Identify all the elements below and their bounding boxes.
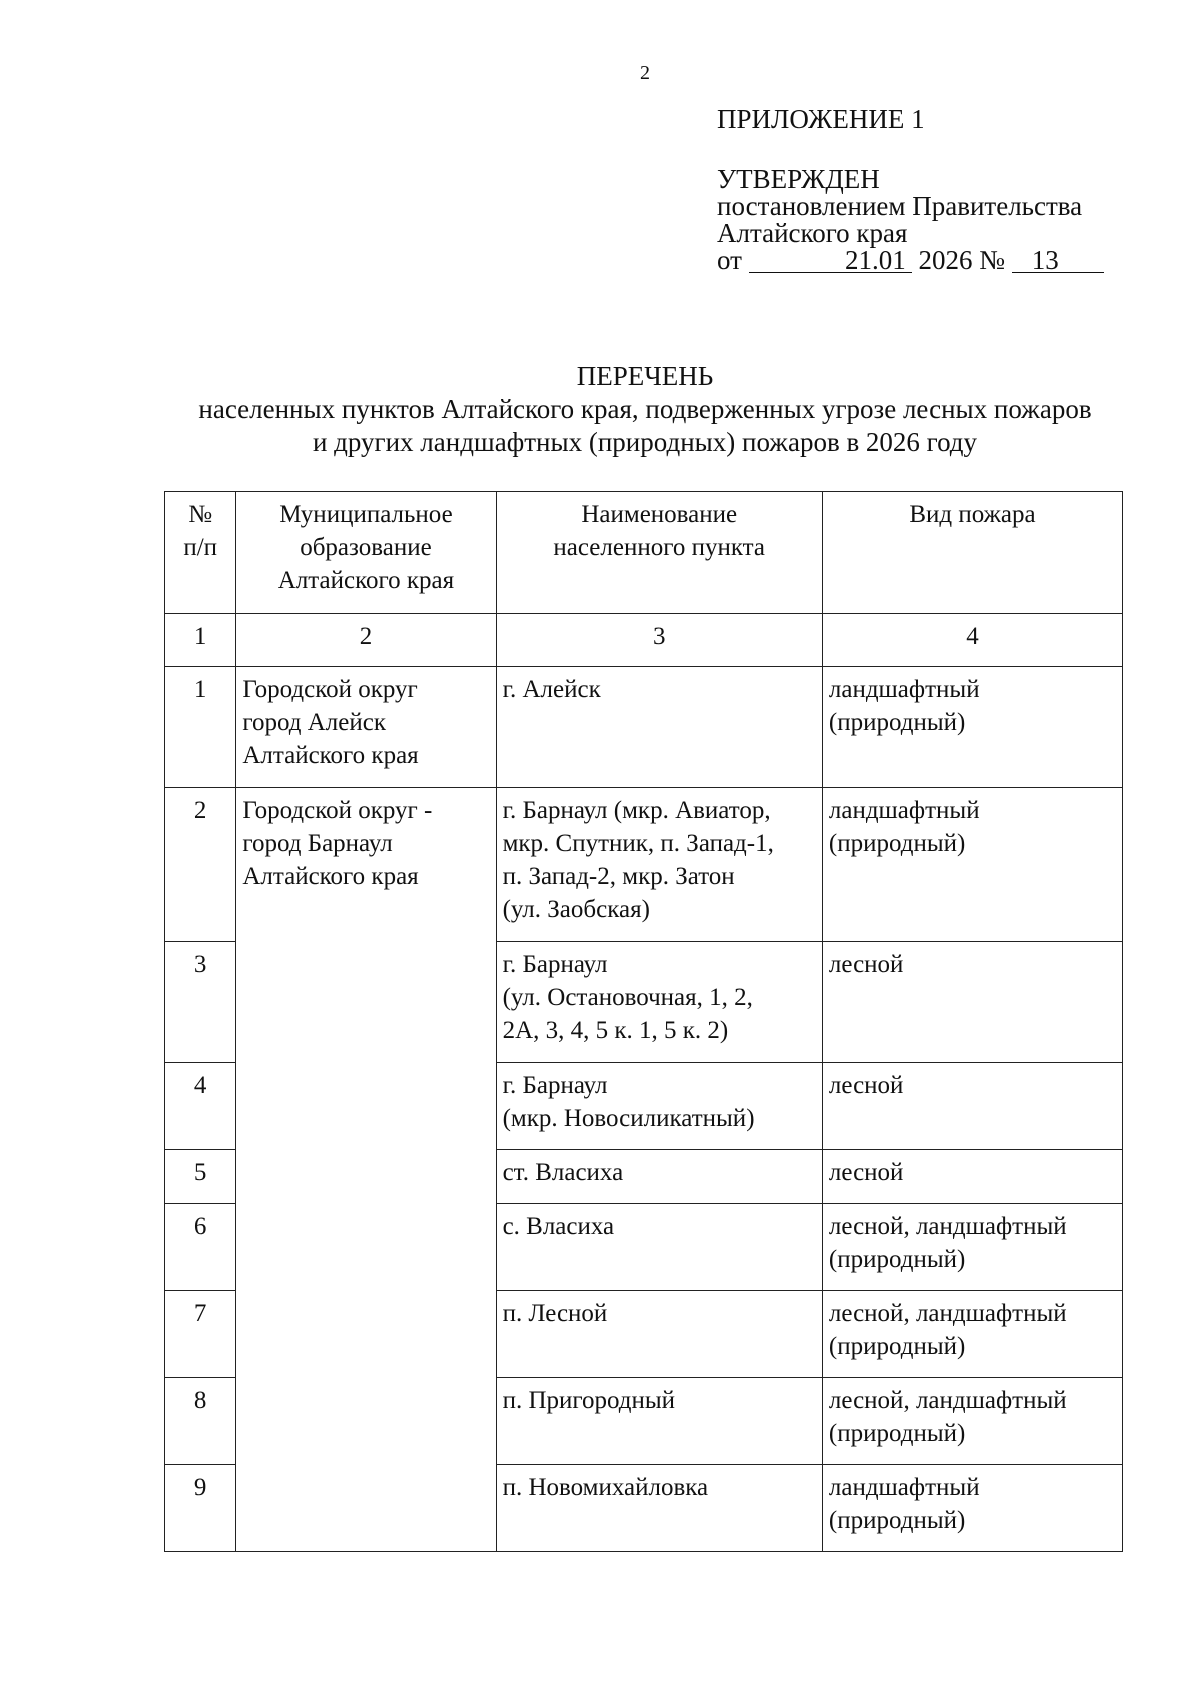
- settlement-cell: п. Пригородный: [496, 1378, 822, 1465]
- settlement-cell: г. Алейск: [496, 667, 822, 788]
- approval-year: 2026 №: [918, 245, 1005, 275]
- table-row: [165, 788, 1123, 942]
- approved-by-line-2: Алтайского края: [717, 218, 908, 248]
- row-number: 3: [165, 942, 236, 1063]
- municipality-cell: Городской округ - город Барнаул Алтайского края: [236, 788, 496, 1552]
- approval-date: 21.01: [749, 249, 912, 273]
- column-number: 3: [496, 614, 822, 667]
- settlement-cell: г. Барнаул (мкр. Новосиликатный): [496, 1063, 822, 1150]
- fire-type-cell: лесной, ландшафтный (природный): [822, 1204, 1122, 1291]
- approved-title: УТВЕРЖДЕН: [717, 164, 880, 194]
- settlement-cell: ст. Власиха: [496, 1150, 822, 1204]
- from-prefix: от: [717, 245, 742, 275]
- row-number: 6: [165, 1204, 236, 1291]
- settlements-table: [164, 491, 1123, 1552]
- approval-date-line: [717, 247, 1104, 274]
- page-number: 2: [640, 62, 650, 84]
- settlement-cell: г. Барнаул (мкр. Авиатор, мкр. Спутник, п. Запад-1, п. Запад-2, мкр. Затон (ул. Заобская): [496, 788, 822, 942]
- fire-type-cell: лесной: [822, 942, 1122, 1063]
- appendix-block: [717, 106, 1104, 274]
- settlement-cell: с. Власиха: [496, 1204, 822, 1291]
- column-number: 4: [822, 614, 1122, 667]
- header-municipality: Муниципальное образование Алтайского края: [236, 492, 496, 614]
- fire-type-cell: ландшафтный (природный): [822, 1465, 1122, 1552]
- fire-type-cell: лесной, ландшафтный (природный): [822, 1378, 1122, 1465]
- header-settlement: Наименование населенного пункта: [496, 492, 822, 614]
- header-number: № п/п: [165, 492, 236, 614]
- fire-type-cell: лесной, ландшафтный (природный): [822, 1291, 1122, 1378]
- fire-type-cell: лесной: [822, 1063, 1122, 1150]
- row-number: 4: [165, 1063, 236, 1150]
- fire-type-cell: лесной: [822, 1150, 1122, 1204]
- row-number: 7: [165, 1291, 236, 1378]
- row-number: 1: [165, 667, 236, 788]
- settlement-cell: п. Новомихайловка: [496, 1465, 822, 1552]
- approved-by-line-1: постановлением Правительства: [717, 191, 1083, 221]
- heading-line-1: населенных пунктов Алтайского края, подверженных угрозе лесных пожаров: [198, 394, 1092, 424]
- row-number: 2: [165, 788, 236, 942]
- document-heading: [0, 360, 1200, 459]
- fire-type-cell: ландшафтный (природный): [822, 667, 1122, 788]
- approval-number: 13: [1012, 249, 1104, 273]
- row-number: 8: [165, 1378, 236, 1465]
- settlement-cell: г. Барнаул (ул. Остановочная, 1, 2, 2А, 3, 4, 5 к. 1, 5 к. 2): [496, 942, 822, 1063]
- municipality-cell: Городской округ город Алейск Алтайского края: [236, 667, 496, 788]
- row-number: 9: [165, 1465, 236, 1552]
- heading-title: ПЕРЕЧЕНЬ: [576, 361, 714, 391]
- row-number: 5: [165, 1150, 236, 1204]
- fire-type-cell: ландшафтный (природный): [822, 788, 1122, 942]
- column-number-row: [165, 614, 1123, 667]
- column-number: 2: [236, 614, 496, 667]
- appendix-title: ПРИЛОЖЕНИЕ 1: [717, 104, 925, 134]
- settlement-cell: п. Лесной: [496, 1291, 822, 1378]
- column-number: 1: [165, 614, 236, 667]
- table-row: [165, 667, 1123, 788]
- heading-line-2: и других ландшафтных (природных) пожаров в 2026 году: [312, 427, 978, 457]
- table-header-row: [165, 492, 1123, 614]
- header-fire-type: Вид пожара: [822, 492, 1122, 614]
